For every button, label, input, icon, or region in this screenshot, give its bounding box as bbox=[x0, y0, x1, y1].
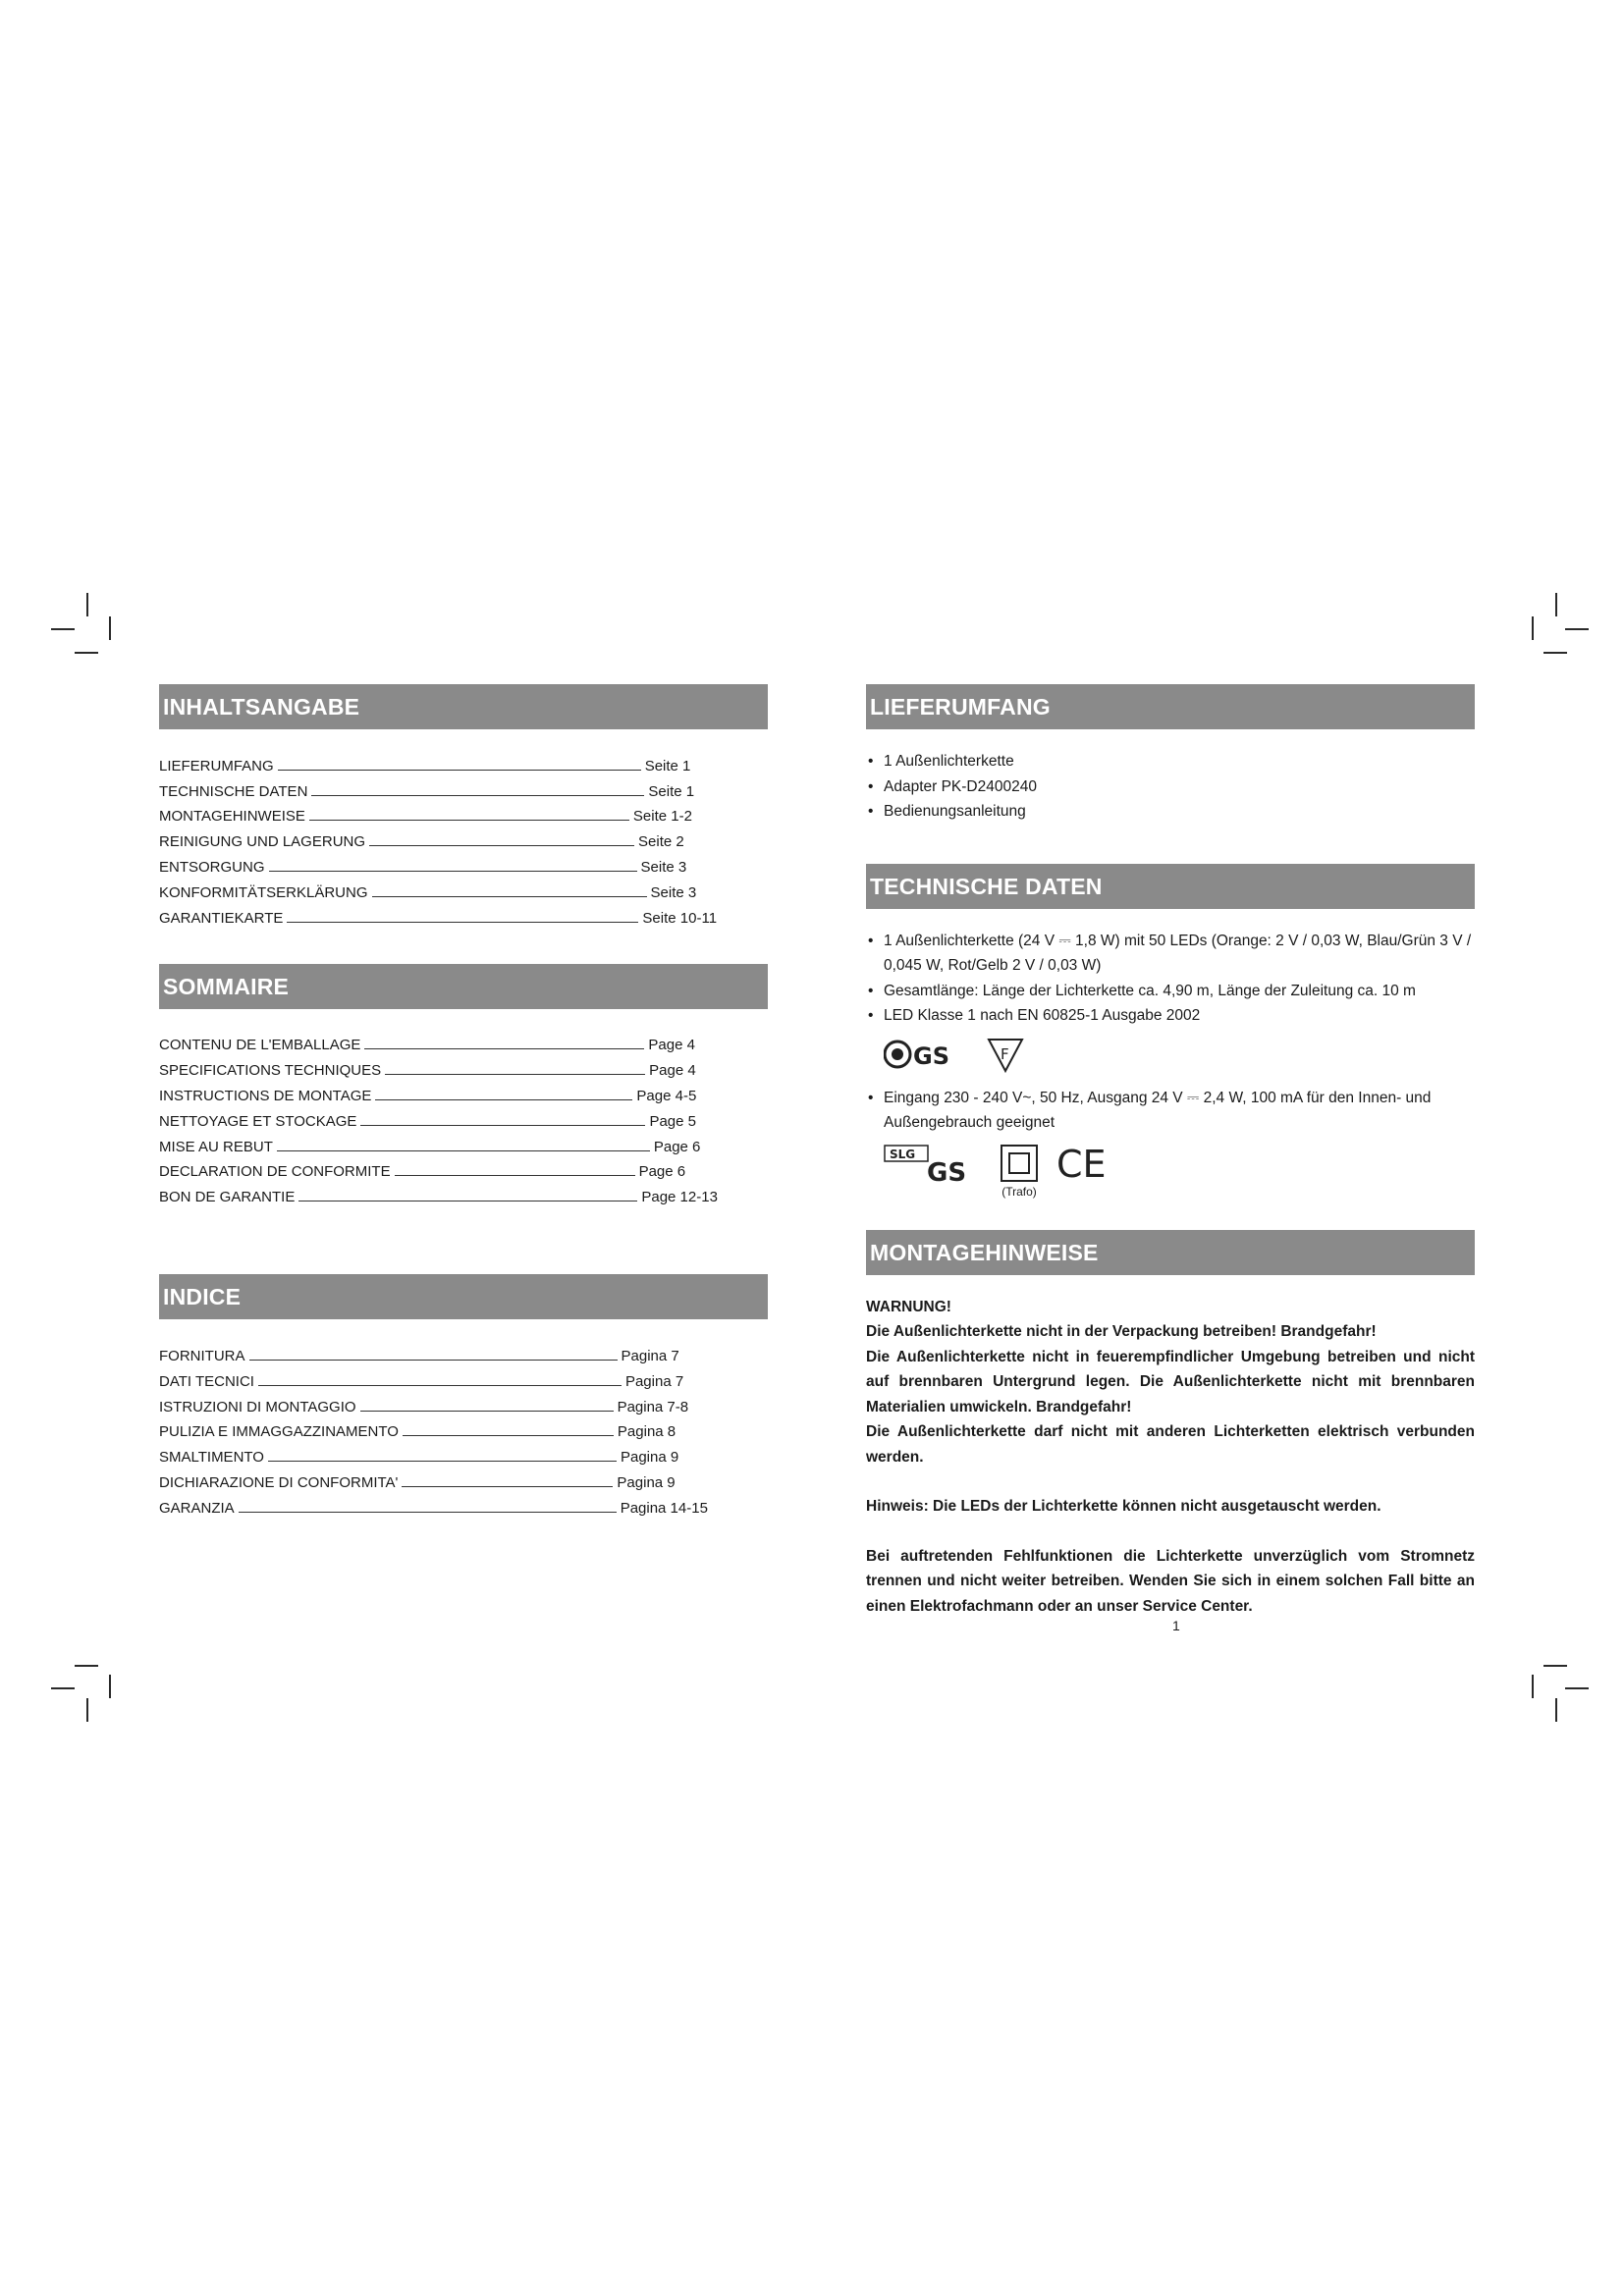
technische-daten-section bbox=[866, 864, 1475, 1199]
toc-page-ref: Pagina 9 bbox=[617, 1473, 676, 1491]
toc-leader bbox=[239, 1512, 617, 1513]
toc-page-ref: Page 5 bbox=[649, 1112, 696, 1130]
toc-entry bbox=[159, 1491, 768, 1517]
bullet-list bbox=[866, 929, 1475, 1029]
toc-entry bbox=[159, 1104, 768, 1130]
toc-leader bbox=[369, 845, 634, 846]
toc-entry bbox=[159, 1339, 768, 1364]
toc-leader bbox=[372, 896, 647, 897]
toc-page-ref: Seite 3 bbox=[640, 858, 687, 876]
toc-title: DECLARATION DE CONFORMITE bbox=[159, 1163, 391, 1181]
toc-entry bbox=[159, 749, 768, 774]
toc-title: DICHIARAZIONE DI CONFORMITA' bbox=[159, 1473, 399, 1491]
toc-title: MISE AU REBUT bbox=[159, 1138, 273, 1155]
list-item: • 1 Außenlichterkette bbox=[866, 749, 1475, 774]
trafo-label: (Trafo) bbox=[1001, 1184, 1037, 1199]
toc-section-it bbox=[159, 1274, 768, 1517]
toc-entry bbox=[159, 1130, 768, 1155]
toc-leader bbox=[375, 1099, 632, 1100]
toc-page-ref: Seite 1-2 bbox=[632, 808, 692, 826]
double-insulation-icon bbox=[1000, 1144, 1039, 1183]
toc-entry bbox=[159, 1180, 768, 1205]
toc-page-ref: Pagina 7 bbox=[624, 1372, 684, 1390]
toc-title: ISTRUZIONI DI MONTAGGIO bbox=[159, 1398, 356, 1415]
toc-leader bbox=[360, 1125, 645, 1126]
list-item: • Gesamtlänge: Länge der Lichterkette ca. 4,90 m, Länge der Zuleitung ca. 10 m bbox=[866, 979, 1475, 1004]
list-item: • Bedienungsanleitung bbox=[866, 799, 1475, 825]
ce-mark-text: CE bbox=[1056, 1143, 1107, 1183]
toc-title: LIEFERUMFANG bbox=[159, 757, 274, 774]
toc-leader bbox=[249, 1360, 618, 1361]
toc-title: GARANZIA bbox=[159, 1499, 235, 1517]
warning-text: Die Außenlichterkette nicht in feuerempfindlicher Umgebung betreiben und nicht auf brennbaren Untergrund legen. Die Außenlichterkette nicht mit brennbaren Materialien umwickeln. Brandgefahr! bbox=[866, 1348, 1475, 1415]
gs-mark-text: GS bbox=[913, 1041, 949, 1070]
toc-page-ref: Seite 1 bbox=[644, 757, 691, 774]
toc-list bbox=[159, 1029, 768, 1206]
toc-entry bbox=[159, 800, 768, 826]
toc-leader bbox=[395, 1175, 635, 1176]
toc-leader bbox=[309, 820, 629, 821]
toc-page-ref: Seite 10-11 bbox=[642, 909, 718, 927]
toc-entry bbox=[159, 1390, 768, 1415]
toc-page-ref: Pagina 14-15 bbox=[620, 1499, 708, 1517]
toc-entry bbox=[159, 901, 768, 927]
slg-gs-mark-icon bbox=[884, 1144, 982, 1189]
ce-mark-icon bbox=[1056, 1144, 1115, 1183]
section-heading: SOMMAIRE bbox=[159, 964, 768, 1009]
list-item: • 1 Außenlichterkette (24 V ⎓ 1,8 W) mit 50 LEDs (Orange: 2 V / 0,03 W, Blau/Grün 3 V / 0,045 W, Rot/Gelb 2 V / 0,03 W) bbox=[866, 929, 1475, 979]
bullet-list bbox=[866, 749, 1475, 825]
toc-leader bbox=[278, 770, 641, 771]
toc-leader bbox=[360, 1411, 614, 1412]
section-heading: TECHNISCHE DATEN bbox=[866, 864, 1475, 909]
toc-page-ref: Page 12-13 bbox=[641, 1189, 718, 1206]
trafo-mark bbox=[1000, 1144, 1039, 1199]
warning-text: Die Außenlichterkette darf nicht mit anderen Lichterketten elektrisch verbunden werden. bbox=[866, 1423, 1475, 1466]
section-heading: INHALTSANGABE bbox=[159, 684, 768, 729]
toc-list bbox=[159, 749, 768, 927]
warning-text: Die Außenlichterkette nicht in der Verpackung betreiben! Brandgefahr! bbox=[866, 1323, 1377, 1340]
toc-leader bbox=[287, 922, 638, 923]
toc-title: ENTSORGUNG bbox=[159, 858, 265, 876]
toc-leader bbox=[385, 1074, 645, 1075]
toc-leader bbox=[258, 1385, 622, 1386]
toc-entry bbox=[159, 774, 768, 800]
toc-entry bbox=[159, 1440, 768, 1466]
toc-section-fr bbox=[159, 964, 768, 1206]
lieferumfang-section bbox=[866, 684, 1475, 825]
toc-title: TECHNISCHE DATEN bbox=[159, 782, 308, 800]
toc-title: BON DE GARANTIE bbox=[159, 1189, 296, 1206]
toc-title: FORNITURA bbox=[159, 1347, 245, 1364]
toc-page-ref: Page 6 bbox=[638, 1163, 686, 1181]
toc-leader bbox=[269, 871, 637, 872]
toc-leader bbox=[311, 795, 644, 796]
toc-title: DATI TECNICI bbox=[159, 1372, 254, 1390]
list-item: • Eingang 230 - 240 V~, 50 Hz, Ausgang 24 V ⎓ 2,4 W, 100 mA für den Innen- und Außengebrauch geeignet bbox=[866, 1086, 1475, 1136]
malfunction-text: Bei auftretenden Fehlfunktionen die Lichterkette unverzüglich vom Stromnetz trennen und nicht weiter betreiben. Wenden Sie sich in einem solchen Fall bitte an einen Elektrofachmann oder an unser Service Center. bbox=[866, 1547, 1475, 1615]
toc-title: KONFORMITÄTSERKLÄRUNG bbox=[159, 883, 368, 901]
toc-page-ref: Seite 2 bbox=[638, 833, 684, 851]
toc-entry bbox=[159, 876, 768, 901]
gs-mark-icon bbox=[884, 1035, 972, 1074]
section-heading: LIEFERUMFANG bbox=[866, 684, 1475, 729]
bullet-list bbox=[866, 1086, 1475, 1136]
toc-title: MONTAGEHINWEISE bbox=[159, 808, 305, 826]
toc-leader bbox=[277, 1150, 650, 1151]
toc-page-ref: Pagina 9 bbox=[620, 1449, 679, 1467]
toc-page-ref: Page 4-5 bbox=[636, 1087, 697, 1104]
slg-mark-text: SLG bbox=[890, 1147, 916, 1161]
toc-section-de bbox=[159, 684, 768, 927]
toc-entry bbox=[159, 1466, 768, 1491]
toc-entry bbox=[159, 1053, 768, 1079]
toc-title: NETTOYAGE ET STOCKAGE bbox=[159, 1112, 357, 1130]
toc-title: SMALTIMENTO bbox=[159, 1449, 264, 1467]
list-item: • Adapter PK-D2400240 bbox=[866, 774, 1475, 800]
certification-marks bbox=[866, 1035, 1475, 1074]
certification-marks bbox=[866, 1144, 1475, 1199]
toc-entry bbox=[159, 850, 768, 876]
toc-page-ref: Seite 3 bbox=[650, 883, 697, 901]
toc-leader bbox=[402, 1486, 613, 1487]
toc-title: CONTENU DE L'EMBALLAGE bbox=[159, 1037, 361, 1054]
warning-title: WARNUNG! bbox=[866, 1298, 951, 1315]
toc-page-ref: Pagina 7 bbox=[621, 1347, 679, 1364]
toc-column bbox=[159, 684, 768, 1517]
toc-leader bbox=[364, 1048, 644, 1049]
gs-mark-text: GS bbox=[927, 1157, 967, 1188]
list-item: • LED Klasse 1 nach EN 60825-1 Ausgabe 2002 bbox=[866, 1003, 1475, 1029]
montagehinweise-section bbox=[866, 1230, 1475, 1620]
toc-entry bbox=[159, 1155, 768, 1181]
toc-entry bbox=[159, 1029, 768, 1054]
f-mark-icon bbox=[986, 1037, 1025, 1074]
toc-leader bbox=[268, 1461, 617, 1462]
toc-entry bbox=[159, 1415, 768, 1441]
toc-entry bbox=[159, 825, 768, 850]
toc-title: PULIZIA E IMMAGGAZZINAMENTO bbox=[159, 1423, 399, 1441]
toc-title: REINIGUNG UND LAGERUNG bbox=[159, 833, 366, 851]
toc-page-ref: Seite 1 bbox=[648, 782, 695, 800]
hinweis-text: Hinweis: Die LEDs der Lichterkette können nicht ausgetauscht werden. bbox=[866, 1498, 1381, 1515]
toc-page-ref: Page 4 bbox=[649, 1062, 696, 1080]
toc-list bbox=[159, 1339, 768, 1517]
toc-entry bbox=[159, 1079, 768, 1104]
toc-title: INSTRUCTIONS DE MONTAGE bbox=[159, 1087, 372, 1104]
toc-page-ref: Pagina 8 bbox=[617, 1423, 677, 1441]
content-column bbox=[866, 684, 1475, 1619]
toc-leader bbox=[403, 1435, 614, 1436]
section-heading: MONTAGEHINWEISE bbox=[866, 1230, 1475, 1275]
toc-title: SPECIFICATIONS TECHNIQUES bbox=[159, 1062, 382, 1080]
toc-title: GARANTIEKARTE bbox=[159, 909, 284, 927]
f-mark-text: F bbox=[1001, 1044, 1009, 1063]
toc-page-ref: Page 4 bbox=[648, 1037, 695, 1054]
section-heading: INDICE bbox=[159, 1274, 768, 1319]
toc-entry bbox=[159, 1364, 768, 1390]
page-number: 1 bbox=[1172, 1618, 1180, 1633]
toc-page-ref: Page 6 bbox=[653, 1138, 701, 1155]
toc-page-ref: Pagina 7-8 bbox=[617, 1398, 689, 1415]
